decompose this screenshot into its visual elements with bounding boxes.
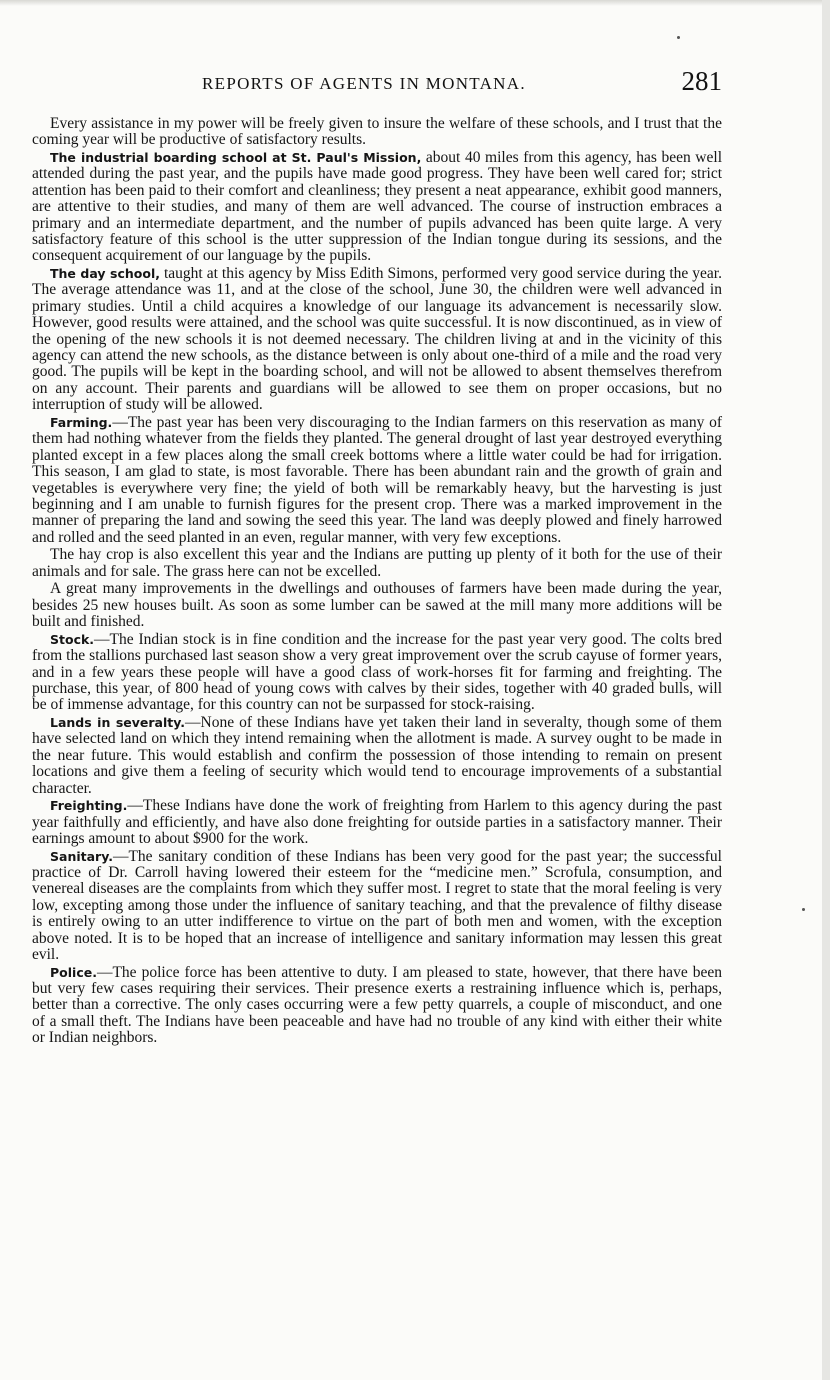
- paragraph-lead: Sanitary.: [50, 848, 113, 864]
- paragraph-improvements: [32, 581, 722, 630]
- paragraph-sanitary: [32, 849, 722, 964]
- paragraph-text: —The sanitary condition of these Indians has been very good for the past year; the successful practice of Dr. Carroll having lowered their esteem for the “medicine men.” Scrofula, consumption, and venereal diseases are the complaints from which they suffer most. I regret to state that the moral feeling is very low, excepting among those under the influence of sanitary teaching, and that the prevalence of filthy disease is entirely owing to an utter indifference to virtue on the part of both men and women, with the exception above noted. It is to be hoped that an increase of intelligence and sanitary information may lessen this great evil.: [32, 847, 722, 963]
- paragraph-text: —The police force has been attentive to duty. I am pleased to state, however, that there have been but very few cases requiring their services. Their presence exerts a restraining influence which is, perhaps, better than a corrective. The only cases occurring were a few petty quarrels, a couple of misconduct, and one of a small theft. The Indians have been peaceable and have had no trouble of any kind with either their white or Indian neighbors.: [32, 963, 722, 1047]
- print-speck: [677, 36, 680, 39]
- paragraph-lead: The day school,: [50, 266, 160, 282]
- paragraph-freighting: [32, 798, 722, 847]
- paragraph-lead: Police.: [50, 964, 97, 980]
- paragraph-lead: Lands in severalty.: [50, 714, 185, 730]
- paragraph-police: [32, 965, 722, 1047]
- paragraph-lands-in-severalty: [32, 715, 722, 797]
- paragraph-text: Every assistance in my power will be freely given to insure the welfare of these schools, and I trust that the coming year will be productive of satisfactory results.: [32, 115, 722, 149]
- paragraph-industrial-school: [32, 150, 722, 265]
- paragraph-stock: [32, 632, 722, 714]
- paragraph-text: —These Indians have done the work of freighting from Harlem to this agency during the past year faithfully and efficiently, and have also done freighting for outside parties in a satisfactory manner. Their earnings amount to about $900 for the work.: [32, 797, 722, 847]
- print-speck: [802, 908, 805, 911]
- paragraph-text: —The Indian stock is in fine condition and the increase for the past year very good. The colts bred from the stallions purchased last season show a very great improvement over the scrub cayuse of former years, and in a few years these people will have a good class of work-horses fit for farming and freighting. The purchase, this year, of 800 head of young cows with calves by their sides, together with 40 graded bulls, will be of immense advantage, for this country can not be surpassed for stock-raising.: [32, 630, 722, 714]
- paragraph-text: The hay crop is also excellent this year and the Indians are putting up plenty of it both for the use of their animals and for sale. The grass here can not be excelled.: [32, 546, 722, 580]
- paragraph-lead: Stock.: [50, 631, 95, 647]
- page-top-edge: [0, 0, 830, 6]
- body-text: [32, 116, 722, 1048]
- paragraph-text: about 40 miles from this agency, has been well attended during the past year, and the pupils have made good progress. They have been well cared for; strict attention has been paid to their comfort and cleanliness; they present a neat appearance, exhibit good manners, are attentive to their studies, and many of them are well advanced. The course of instruction embraces a primary and an intermediate department, and the number of pupils advanced has been quite large. A very satisfactory feature of this school is the utter suppression of the Indian tongue during its sessions, and the consequent acquirement of our language by the pupils.: [32, 149, 722, 265]
- page-gutter: [822, 0, 830, 1380]
- running-head: REPORTS OF AGENTS IN MONTANA.: [202, 74, 526, 93]
- paragraph-lead: The industrial boarding school at St. Paul's Mission,: [50, 150, 422, 165]
- paragraph-text: —None of these Indians have yet taken their land in severalty, though some of them have selected land on which they intend remaining when the allotment is made. A survey ought to be made in the near future. This would establish and confirm the possession of those intending to remain on present locations and give them a feeling of security which would tend to encourage improvements of a substantial character.: [32, 713, 722, 797]
- paragraph-lead: Farming.: [50, 414, 113, 430]
- paragraph-lead: Freighting.: [50, 798, 128, 814]
- page-number: 281: [681, 66, 722, 96]
- paragraph-schools-closing: [32, 116, 722, 149]
- paragraph-text: —The past year has been very discouraging to the Indian farmers on this reservation as many of them had nothing whatever from the fields they planted. The general drought of last year destroyed everything planted except in a few places along the small creek bottoms where a little water could be had for irrigation. This season, I am glad to state, is most favorable. There has been abundant rain and the growth of grain and vegetables is everywhere very fine; the yield of both will be remarkably heavy, but the harvesting is just beginning and I am unable to furnish figures for the present crop. There was a marked improvement in the manner of preparing the land and sowing the seed this year. The land was deeply plowed and finely harrowed and rolled and the seed planted in an even, regular manner, with very few exceptions.: [32, 413, 722, 546]
- page-header: [32, 66, 722, 106]
- paragraph-farming: [32, 415, 722, 546]
- paragraph-hay-crop: [32, 547, 722, 580]
- paragraph-day-school: [32, 266, 722, 414]
- paragraph-text: A great many improvements in the dwellings and outhouses of farmers have been made during the year, besides 25 new houses built. As soon as some lumber can be sawed at the mill many more additions will be built and finished.: [32, 580, 722, 631]
- paragraph-text: taught at this agency by Miss Edith Simons, performed very good service during the year. The average attendance was 11, and at the close of the school, June 30, the children were well advanced in primary studies. Until a child acquires a knowledge of our language its advancement is necessarily slow. However, good results were attained, and the school was quite successful. It is now discontinued, as in view of the opening of the new schools it is not deemed necessary. The children living at and in the vicinity of this agency can attend the new schools, as the distance between is only about one-third of a mile and the road very good. The pupils will be kept in the boarding school, and will not be allowed to absent themselves therefrom on any account. Their parents and guardians will be allowed to see them on proper occasions, but no interruption of study will be allowed.: [32, 265, 722, 414]
